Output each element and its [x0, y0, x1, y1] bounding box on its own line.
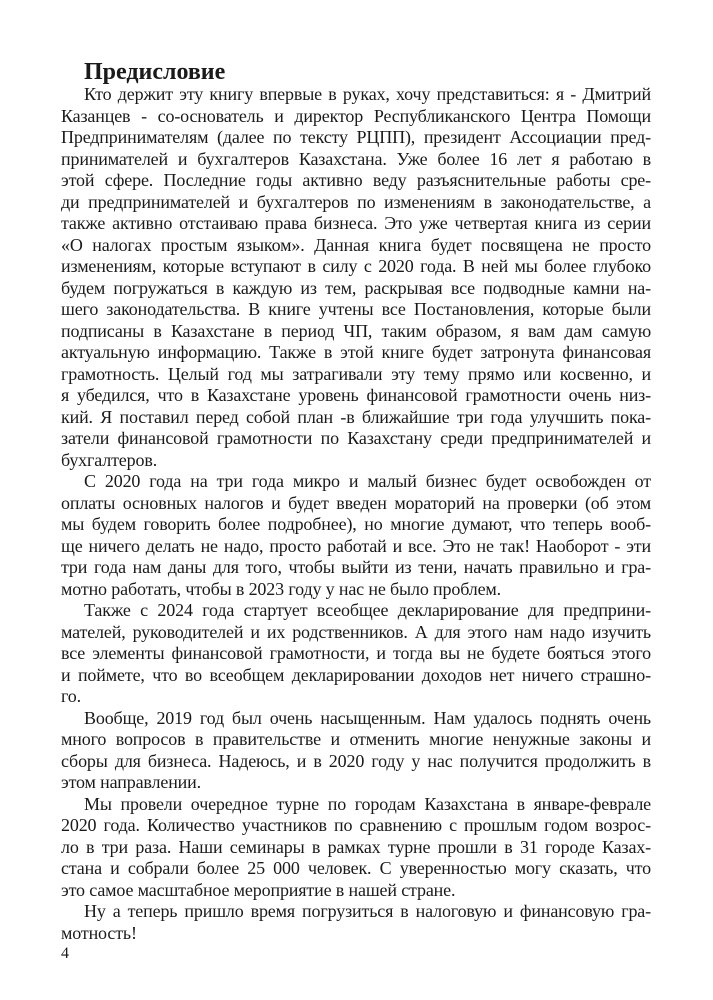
text-line: Ну а теперь пришло время погрузиться в налоговую и финансовую гра-	[84, 901, 651, 921]
text-line: я убедился, что в Казахстане уровень финансовой грамотности очень низ-	[61, 385, 651, 405]
text-line: много вопросов в правительстве и отменить многие ненужные законы и	[61, 729, 651, 749]
text-line: этой сфере. Последние годы активно веду разъяснительные работы сре-	[61, 170, 651, 190]
text-line: Мы провели очередное турне по городам Казахстана в январе-феврале	[84, 793, 651, 814]
text-line: изменениям, которые вступают в силу с 2020 года. В ней мы более глубоко	[61, 256, 651, 276]
text-line: все элементы финансовой грамотности, и тогда вы не будете бояться этого	[61, 643, 651, 663]
paragraph	[61, 84, 651, 471]
paragraph	[61, 708, 651, 794]
text-line: Предпринимателям (далее по тексту РЦПП), президент Ассоциации пред-	[61, 127, 651, 147]
text-line: и поймете, что во всеобщем декларировании доходов нет ничего страшно-	[61, 664, 651, 685]
text-line: С 2020 года на три года микро и малый бизнес будет освобожден от	[84, 471, 651, 491]
text-line: ди предпринимателей и бухгалтеров по изменениям в законодательстве, а	[61, 191, 651, 212]
text-line: ло в три раза. Наши семинары в рамках турне прошли в 31 городе Казах-	[61, 836, 651, 857]
paragraph	[61, 901, 651, 944]
text-line: актуальную информацию. Также в этой книге будет затронута финансовая	[61, 342, 651, 362]
paragraph	[61, 600, 651, 708]
text-line: Кто держит эту книгу впервые в руках, хочу представиться: я - Дмитрий	[84, 84, 651, 104]
text-line: го.	[61, 686, 81, 706]
text-line: это самое масштабное мероприятие в нашей стране.	[61, 879, 456, 900]
page-title: Предисловие	[84, 59, 226, 85]
text-line: Казанцев - со-основатель и директор Республиканского Центра Помощи	[61, 105, 651, 126]
text-line: мы будем говорить более подробнее), но многие думают, что теперь вооб-	[61, 514, 651, 534]
text-line: ще ничего делать не надо, просто работай и все. Это не так! Наоборот - эти	[61, 535, 651, 556]
text-line: сборы для бизнеса. Надеюсь, и в 2020 году у нас получится продолжить в	[61, 750, 651, 771]
text-line: грамотность. Целый год мы затрагивали эту тему прямо или косвенно, и	[61, 363, 651, 384]
paragraph	[61, 471, 651, 600]
text-line: будем погружаться в каждую из тем, раскрывая все подводные камни на-	[61, 277, 651, 298]
text-line: шего законодательства. В книге учтены все Постановления, которые были	[61, 299, 651, 319]
paragraph	[61, 794, 651, 902]
page-number: 4	[61, 945, 69, 962]
text-line: стана и собрали более 25 000 человек. С уверенностью могу сказать, что	[61, 858, 651, 878]
text-line: оплаты основных налогов и будет введен мораторий на проверки (об этом	[61, 492, 651, 513]
text-line: кий. Я поставил перед собой план -в ближайшие три года улучшить пока-	[61, 406, 651, 427]
text-line: мотность!	[61, 922, 137, 943]
text-line: бухгалтеров.	[61, 449, 158, 470]
body-text	[61, 84, 651, 944]
text-line: принимателей и бухгалтеров Казахстана. Уже более 16 лет я работаю в	[61, 148, 651, 169]
text-line: мателей, руководителей и их родственников. А для этого нам надо изучить	[61, 621, 651, 642]
text-line: Также с 2024 года стартует всеобщее декларирование для предприни-	[84, 600, 651, 620]
text-line: мотно работать, чтобы в 2023 году у нас не было проблем.	[61, 578, 502, 599]
text-line: «О налогах простым языком». Данная книга будет посвящена не просто	[61, 234, 651, 255]
text-line: Вообще, 2019 год был очень насыщенным. Нам удалось поднять очень	[84, 707, 651, 728]
text-line: подписаны в Казахстане в период ЧП, таким образом, я вам дам самую	[61, 320, 651, 341]
text-line: 2020 года. Количество участников по сравнению с прошлым годом возрос-	[61, 815, 651, 835]
text-line: также активно отстаиваю права бизнеса. Это уже четвертая книга из серии	[61, 213, 651, 233]
text-line: этом направлении.	[61, 772, 201, 792]
text-line: затели финансовой грамотности по Казахстану среди предпринимателей и	[61, 428, 651, 448]
text-line: три года нам даны для того, чтобы выйти из тени, начать правильно и гра-	[61, 557, 651, 577]
